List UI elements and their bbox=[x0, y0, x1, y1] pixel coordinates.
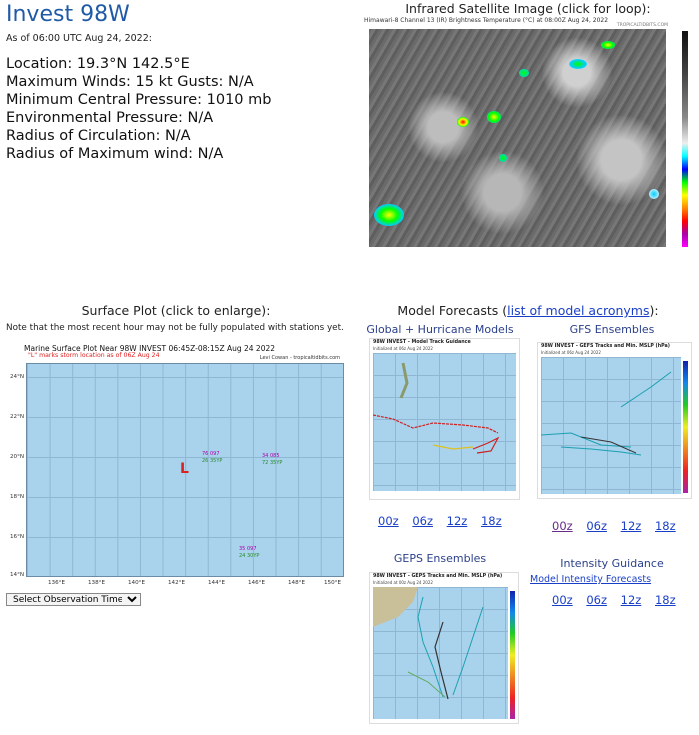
convection-cloud bbox=[519, 69, 529, 77]
ir-colorbar bbox=[682, 31, 688, 247]
lon-label: 146°E bbox=[248, 580, 266, 586]
station-obs: 26 35YP bbox=[202, 458, 223, 464]
intensity-18z-link[interactable]: 18z bbox=[654, 593, 676, 607]
ir-satellite-image[interactable] bbox=[360, 17, 696, 255]
convection-cloud bbox=[649, 189, 659, 199]
station-obs: 72 35YP bbox=[262, 460, 283, 466]
gfs-00z-link[interactable]: 00z bbox=[552, 519, 573, 533]
storm-location-marker: L bbox=[180, 461, 189, 477]
max-winds-text: Maximum Winds: 15 kt Gusts: N/A bbox=[6, 74, 254, 90]
global-track-map bbox=[373, 353, 516, 491]
geps-image-title: 98W INVEST - GEPS Tracks and Min. MSLP (hPa) bbox=[373, 574, 503, 579]
gfs-run-links bbox=[552, 519, 686, 533]
station-obs: 34 085 bbox=[262, 453, 280, 459]
surface-plot-image[interactable] bbox=[6, 342, 346, 590]
ir-image-brand: TROPICALTIDBITS.COM bbox=[616, 23, 668, 28]
gfs-colorbar bbox=[683, 361, 688, 493]
min-pressure-text: Minimum Central Pressure: 1010 mb bbox=[6, 92, 272, 108]
station-obs: 24 30YP bbox=[239, 553, 260, 559]
lon-label: 140°E bbox=[128, 580, 146, 586]
intensity-forecasts-link[interactable]: Model Intensity Forecasts bbox=[530, 574, 652, 585]
ir-image-header: Himawari-8 Channel 13 (IR) Brightness Temperature (°C) at 08:00Z Aug 24, 2022 bbox=[364, 17, 609, 24]
intensity-run-links bbox=[552, 593, 686, 607]
lat-label: 16°N bbox=[10, 534, 25, 540]
global-00z-link[interactable]: 00z bbox=[378, 514, 399, 528]
global-models-title: Global + Hurricane Models bbox=[366, 323, 514, 336]
ir-image-area bbox=[369, 29, 666, 247]
gfs-image-title: 98W INVEST - GEFS Tracks and Min. MSLP (hPa) bbox=[541, 344, 670, 349]
global-image-subtitle: Initialized at 06z Aug 24 2022 bbox=[373, 346, 433, 351]
station-obs: 35 097 bbox=[239, 546, 257, 552]
global-image-title: 98W INVEST - Model Track Guidance bbox=[373, 340, 471, 345]
global-06z-link[interactable]: 06z bbox=[412, 514, 433, 528]
lat-label: 22°N bbox=[10, 414, 25, 420]
intensity-guidance-title: Intensity Guidance bbox=[560, 557, 664, 570]
lon-label: 142°E bbox=[168, 580, 186, 586]
as-of-timestamp: As of 06:00 UTC Aug 24, 2022: bbox=[6, 33, 152, 44]
station-obs: 76 097 bbox=[202, 451, 220, 457]
lon-label: 150°E bbox=[324, 580, 342, 586]
surface-note: Note that the most recent hour may not be fully populated with stations yet. bbox=[6, 323, 344, 333]
convection-cloud bbox=[569, 59, 587, 69]
convection-cloud bbox=[487, 111, 501, 123]
convection-cloud bbox=[499, 154, 507, 162]
models-title-prefix: Model Forecasts ( bbox=[397, 303, 508, 318]
global-12z-link[interactable]: 12z bbox=[446, 514, 468, 528]
storm-title: Invest 98W bbox=[6, 2, 130, 27]
radius-max-wind-text: Radius of Maximum wind: N/A bbox=[6, 146, 224, 162]
storm-info bbox=[6, 55, 271, 163]
global-run-links bbox=[378, 514, 512, 528]
geps-ensembles-image[interactable] bbox=[369, 572, 519, 724]
geps-colorbar bbox=[510, 591, 515, 719]
gfs-18z-link[interactable]: 18z bbox=[654, 519, 676, 533]
lat-label: 20°N bbox=[10, 454, 25, 460]
intensity-06z-link[interactable]: 06z bbox=[586, 593, 607, 607]
lon-label: 138°E bbox=[88, 580, 106, 586]
global-models-image[interactable] bbox=[369, 338, 520, 500]
surface-plot-title: Marine Surface Plot Near 98W INVEST 06:45Z-08:15Z Aug 24 2022 bbox=[24, 344, 276, 353]
radius-circulation-text: Radius of Circulation: N/A bbox=[6, 128, 191, 144]
lat-label: 14°N bbox=[10, 572, 25, 578]
ir-section-title: Infrared Satellite Image (click for loop): bbox=[405, 1, 651, 16]
lat-label: 18°N bbox=[10, 494, 25, 500]
gfs-ensembles-image[interactable] bbox=[537, 342, 692, 499]
observation-time-select[interactable] bbox=[6, 593, 141, 606]
gfs-12z-link[interactable]: 12z bbox=[620, 519, 642, 533]
convection-cloud bbox=[601, 41, 615, 49]
gfs-image-subtitle: Initialized at 06z Aug 24 2022 bbox=[541, 350, 601, 355]
intensity-12z-link[interactable]: 12z bbox=[620, 593, 642, 607]
global-18z-link[interactable]: 18z bbox=[480, 514, 502, 528]
convection-cloud bbox=[457, 117, 469, 127]
surface-section-title: Surface Plot (click to enlarge): bbox=[81, 303, 271, 318]
geps-track-map bbox=[373, 587, 508, 719]
models-title-suffix: ): bbox=[649, 303, 659, 318]
lon-label: 136°E bbox=[48, 580, 66, 586]
geps-ensembles-title: GEPS Ensembles bbox=[393, 552, 487, 565]
env-pressure-text: Environmental Pressure: N/A bbox=[6, 110, 214, 126]
global-track-lines bbox=[373, 353, 516, 491]
geps-track-lines bbox=[373, 587, 508, 719]
gfs-ensembles-title: GFS Ensembles bbox=[569, 323, 655, 336]
location-text: Location: 19.3°N 142.5°E bbox=[6, 56, 190, 72]
gfs-track-lines bbox=[541, 357, 681, 494]
geps-image-subtitle: Initialized at 00z Aug 24 2022 bbox=[373, 580, 433, 585]
convection-cloud bbox=[374, 204, 404, 226]
surface-plot-subtitle: "L" marks storm location as of 06Z Aug 24 bbox=[28, 352, 160, 359]
surface-plot-credit: Levi Cowan - tropicaltidbits.com bbox=[259, 355, 340, 361]
model-acronyms-link[interactable]: list of model acronyms bbox=[507, 303, 650, 318]
models-section-title bbox=[360, 303, 696, 318]
lon-label: 144°E bbox=[208, 580, 226, 586]
gfs-06z-link[interactable]: 06z bbox=[586, 519, 607, 533]
lat-label: 24°N bbox=[10, 374, 25, 380]
gfs-track-map bbox=[541, 357, 681, 494]
lon-label: 148°E bbox=[288, 580, 306, 586]
intensity-00z-link[interactable]: 00z bbox=[552, 593, 573, 607]
